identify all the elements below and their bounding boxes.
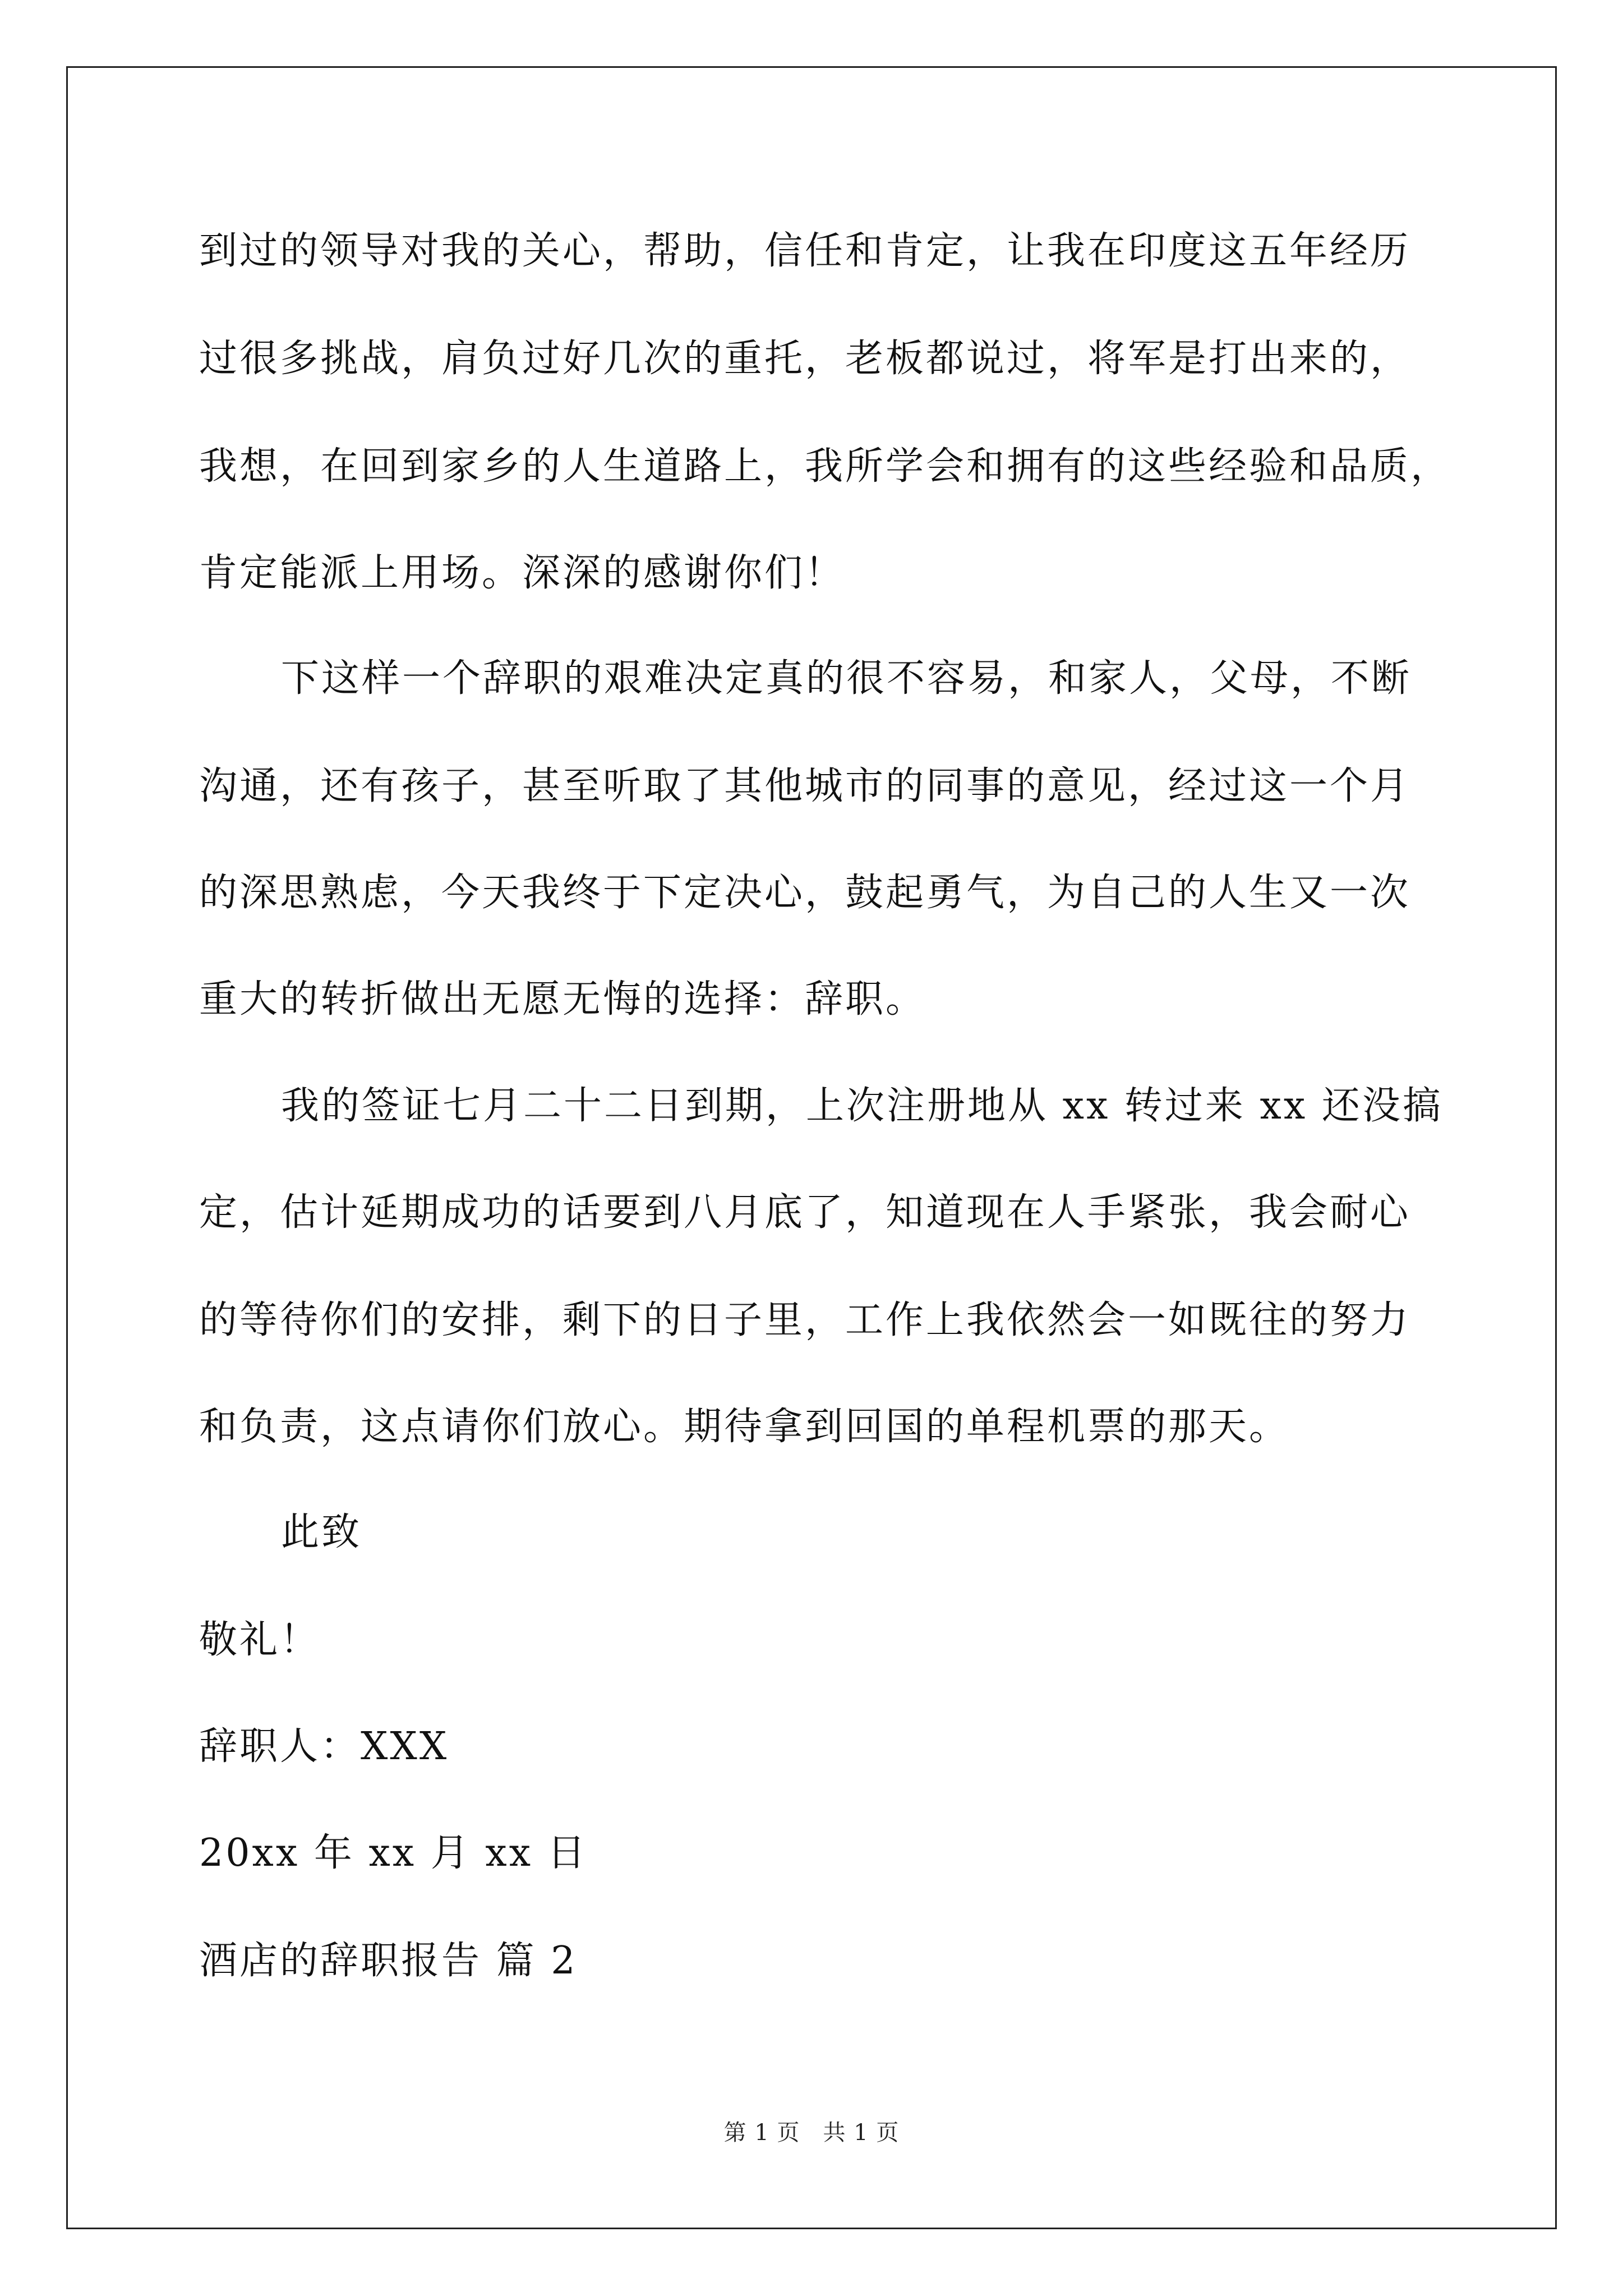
paragraph-line: 肯定能派上用场。深深的感谢你们！ — [199, 551, 846, 595]
paragraph-line: 和负责，这点请你们放心。期待拿到回国的单程机票的那天。 — [199, 1405, 1290, 1449]
closing-regards: 敬礼！ — [199, 1618, 321, 1662]
page-number-footer: 第 1 页 共 1 页 — [723, 2120, 900, 2146]
closing-salutation: 此致 — [281, 1510, 362, 1554]
paragraph-line: 我想，在回到家乡的人生道路上，我所学会和拥有的这些经验和品质， — [199, 444, 1451, 489]
paragraph-line: 下这样一个辞职的艰难决定真的很不容易，和家人，父母，不断 — [281, 656, 1412, 701]
paragraph-line: 的深思熟虑，今天我终于下定决心，鼓起勇气，为自己的人生又一次 — [199, 871, 1411, 915]
section-heading: 酒店的辞职报告 篇 2 — [199, 1939, 578, 1983]
paragraph-line: 过很多挑战，肩负过好几次的重托，老板都说过，将军是打出来的， — [199, 337, 1411, 381]
paragraph-line: 到过的领导对我的关心，帮助，信任和肯定，让我在印度这五年经历 — [199, 229, 1411, 273]
paragraph-line: 我的签证七月二十二日到期，上次注册地从 xx 转过来 xx 还没搞 — [281, 1084, 1443, 1128]
paragraph-line: 重大的转折做出无愿无悔的选择：辞职。 — [199, 977, 926, 1022]
date-line: 20xx 年 xx 月 xx 日 — [199, 1831, 588, 1875]
signatory: 辞职人：XXX — [199, 1724, 449, 1769]
paragraph-line: 的等待你们的安排，剩下的日子里，工作上我依然会一如既往的努力 — [199, 1298, 1411, 1342]
page-border — [66, 66, 1557, 2229]
paragraph-line: 定，估计延期成功的话要到八月底了，知道现在人手紧张，我会耐心 — [199, 1190, 1411, 1235]
paragraph-line: 沟通，还有孩子，甚至听取了其他城市的同事的意见，经过这一个月 — [199, 764, 1411, 808]
